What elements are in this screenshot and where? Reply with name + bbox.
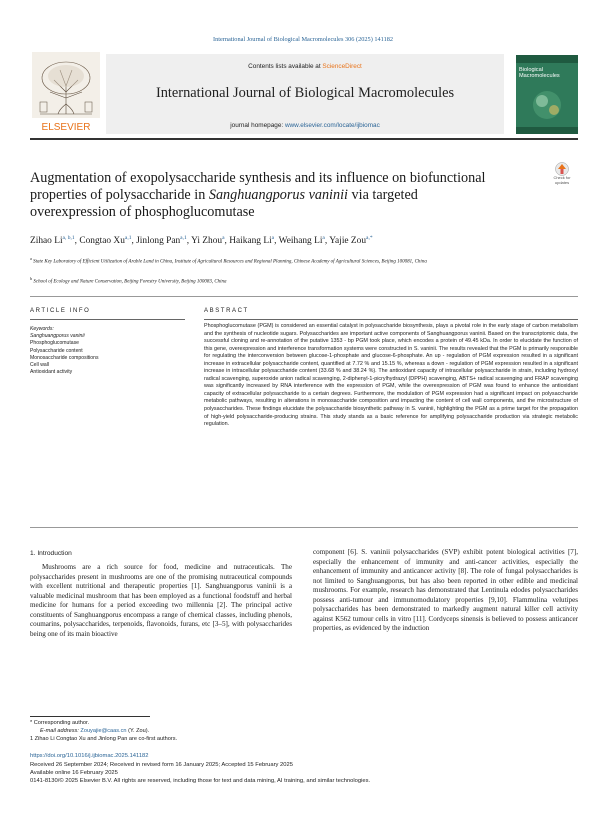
author-list: Zihao Li$^{a, b,1}$, Congtao Xu$^{a,1}$, Jinlong Pan$^{a,1}$, Yi Zhou$^a$, Haikang Li$^a$, Weihang Li$^a$, Yajie Zou$^{a,*}$ (30, 235, 373, 247)
title-species: Sanghuangporus vaninii (208, 187, 348, 203)
running-head: International Journal of Biological Macromolecules 306 (2025) 141182 (212, 36, 394, 43)
author-name[interactable]: Yi Zhou (191, 236, 223, 247)
masthead-box (106, 54, 504, 134)
author-name[interactable]: Congtao Xu (79, 236, 125, 247)
author-name[interactable]: Yajie Zou (329, 236, 367, 247)
introduction-left-column: Mushrooms are a rich source for food, medicine and nutraceuticals. The polysaccharides present in mushrooms are one of the promising nutraceutical compounds with excellent nutritional and therapeutic properties [1]. Sanghuangporus vaninii is a valuable medicinal mushroom that has been employed as a functional foodstuff and herbal medicine for humans for a period exceeding two millennia [2]. The principal active constituents of Sanghuangporus encompass a range of chemical classes, including phenols, coumarins, polysaccharides, terpenoids, flavonoids, furans, etc [3–5], with polysaccharides being one of its main bioactive (30, 563, 292, 638)
masthead (30, 52, 578, 136)
masthead-rule (30, 138, 578, 140)
email-link[interactable]: Zouyajie@caas.cn (80, 728, 127, 734)
contents-prefix: Contents lists available at (248, 63, 323, 70)
badge-line-2: updates (554, 179, 570, 185)
cover-title: Biological Macromolecules (519, 67, 560, 79)
author-affiliation-sup[interactable]: a (222, 235, 225, 241)
affiliation-b (30, 276, 578, 286)
article-info-rule (30, 319, 185, 320)
keywords-label: Keywords: (30, 326, 54, 332)
author-name[interactable]: Weihang Li (278, 236, 323, 247)
abstract-heading: ABSTRACT (204, 308, 249, 314)
affiliation-sup: b (30, 276, 33, 281)
title-part-1: Augmentation of exopolysaccharide synthesis and its influence on biofunctional properties of polysaccharide in (30, 170, 486, 203)
author-name[interactable]: Zihao Li (30, 236, 63, 247)
badge-text (547, 176, 577, 185)
keyword-item: Monosaccharide compositions (30, 354, 99, 361)
keywords-block (30, 326, 165, 376)
contents-line (106, 63, 504, 70)
keyword-item: Sanghuangporus vaninii (30, 333, 85, 340)
sciencedirect-link[interactable]: ScienceDirect (322, 63, 362, 70)
affiliation-sup: a (30, 256, 32, 261)
author-affiliation-sup[interactable]: a, b,1 (62, 235, 75, 241)
elsevier-logo[interactable] (30, 52, 102, 134)
journal-cover[interactable] (516, 55, 578, 134)
co-first-note: 1 Zihao Li Congtao Xu and Jinlong Pan are co-first authors. (30, 736, 178, 742)
abstract-end-rule (30, 527, 578, 528)
introduction-right-column: component [6]. S. vaninii polysaccharides (SVP) exhibit potent biological activities [7], especially the enhancement of immunity and anti-cancer activities, especially the enhancement of immunity and anticancer activity [8]. The role of fungal polysaccharides is not limited to Sanghuangporus, but has also been reported in other edible and medicinal mushrooms. For example, research has demonstrated that Lentinula edodes polysaccharides possess anti-tumour and immunomodulatory properties [9,10]. Flammulina velutipes polysaccharides has been demonstrated to markedly augment natural killer cell activity against K562 tumour cells in vitro [11]. Cordyceps sinensis is believed to possess anticancer properties, as evidenced by the induction (313, 548, 578, 633)
keyword-item: Polysaccharide content (30, 347, 83, 354)
keyword-item: Cell wall (30, 362, 49, 369)
cover-art-icon (516, 55, 578, 134)
author-name[interactable]: Haikang Li (229, 236, 272, 247)
affiliation-a (30, 256, 578, 266)
affiliation-text: State Key Laboratory of Efficient Utilization of Arable Land in China, Institute of Agricultural Resources and Regional Planning, Chinese Academy of Agricultural Sciences, Beijing 100081, China (33, 259, 427, 265)
doi-link[interactable]: https://doi.org/10.1016/j.ijbiomac.2025.141182 (30, 753, 149, 759)
title-part-2: via targeted overexpression of phosphoglucomutase (30, 187, 418, 220)
article-info-heading: ARTICLE INFO (30, 308, 91, 314)
publisher-name: ELSEVIER (41, 122, 91, 133)
author-affiliation-sup[interactable]: a,1 (124, 235, 132, 241)
received-dates: Received 26 September 2024; Received in revised form 16 January 2025; Accepted 15 February 2025 (30, 762, 293, 768)
email-suffix: (Y. Zou). (126, 728, 150, 734)
article-title (30, 170, 500, 221)
email-label: E-mail address: (40, 728, 81, 734)
available-online: Available online 16 February 2025 (30, 770, 118, 776)
affiliation-rule (30, 296, 578, 297)
author-affiliation-sup[interactable]: a (322, 235, 325, 241)
abstract-text: Phosphoglucomutase (PGM) is considered an essential catalyst in polysaccharide biosynthesis, plays a pivotal role in the early stage of carbon metabolism and the synthesis of nucleotide sugars. Polysaccharides are important active components of Sanghuangporus vaninii. Based on the transcriptomic data, the successful cloning and re-annotation of the putative 1353 - bp PGM took place, which encodes a protein of 49.45 kDa. In order to elucidate the function of this gene, overexpression and interference transformation systems were constructed in S. vaninii. The results revealed that the PGM is primarily responsible for regulating the interconversion between glucose-1-phosphate and glucose-6-phosphate. An up - regulation of PGM expression resulted in a significant increase in extracellular polysaccharide content, quantified at 7.72 % and 15.15 %, whereas a down - regulation of PGM expression resulted in a significant increase in intracellular polysaccharide content (33.68 % and 38.24 %). The antioxidant capacity of intracellular polysaccharide in strain, including hydroxyl radical scavenging, superoxide anion radical scavenging, 2-diphenyl-1-picrylhydrazyl (DPPH) scavenging, ABTS+ radical scavenging and FRAP scavenging was significantly increased by RNA interference with the expression of PGM, while the overexpression of PGM was found to enhance the antioxidant capacity of extracellular polysaccharide to a certain degrees. Furthermore, the modulation of PGM expression had a significant impact on polysaccharide metabolic pathways, resulting in alterations in monosaccharide composition and impacting the content of cell wall components, and the microstructure of polysaccharides. These findings elucidate the polysaccharide biosynthetic pathway in S. vaninii, highlighting the PGM as a prime target for the propagation of high-yield polysaccharide-producing strains. This study stands as a basic reference for amplifying polysaccharide production via strategic metabolic regulation. (204, 323, 578, 428)
corresponding-author-note: * Corresponding author. (30, 720, 90, 726)
author-affiliation-sup[interactable]: a,* (366, 235, 373, 241)
email-note (40, 728, 340, 735)
author-name[interactable]: Jinlong Pan (136, 236, 181, 247)
copyright-line: 0141-8130/© 2025 Elsevier B.V. All rights are reserved, including those for text and data mining, AI training, and similar technologies. (30, 778, 371, 784)
journal-homepage-link[interactable]: www.elsevier.com/locate/ijbiomac (284, 122, 380, 129)
affiliation-text: School of Ecology and Nature Conservation, Beijing Forestry University, Beijing 100083, China (33, 279, 227, 285)
author-affiliation-sup[interactable]: a (271, 235, 275, 241)
keyword-item: Antioxidant activity (30, 369, 73, 376)
badge-line-1: Check for (553, 175, 571, 180)
footnote-rule (30, 716, 150, 717)
check-for-updates-badge[interactable] (547, 162, 577, 188)
introduction-heading: 1. Introduction (30, 550, 72, 557)
journal-title: International Journal of Biological Macromolecules (155, 85, 455, 101)
homepage-line (106, 122, 504, 129)
author-affiliation-sup[interactable]: a,1 (180, 235, 187, 241)
abstract-rule (204, 319, 578, 320)
tree-icon (30, 52, 102, 134)
homepage-prefix: journal homepage: (230, 122, 285, 129)
keyword-item: Phosphoglucomutase (30, 340, 79, 347)
